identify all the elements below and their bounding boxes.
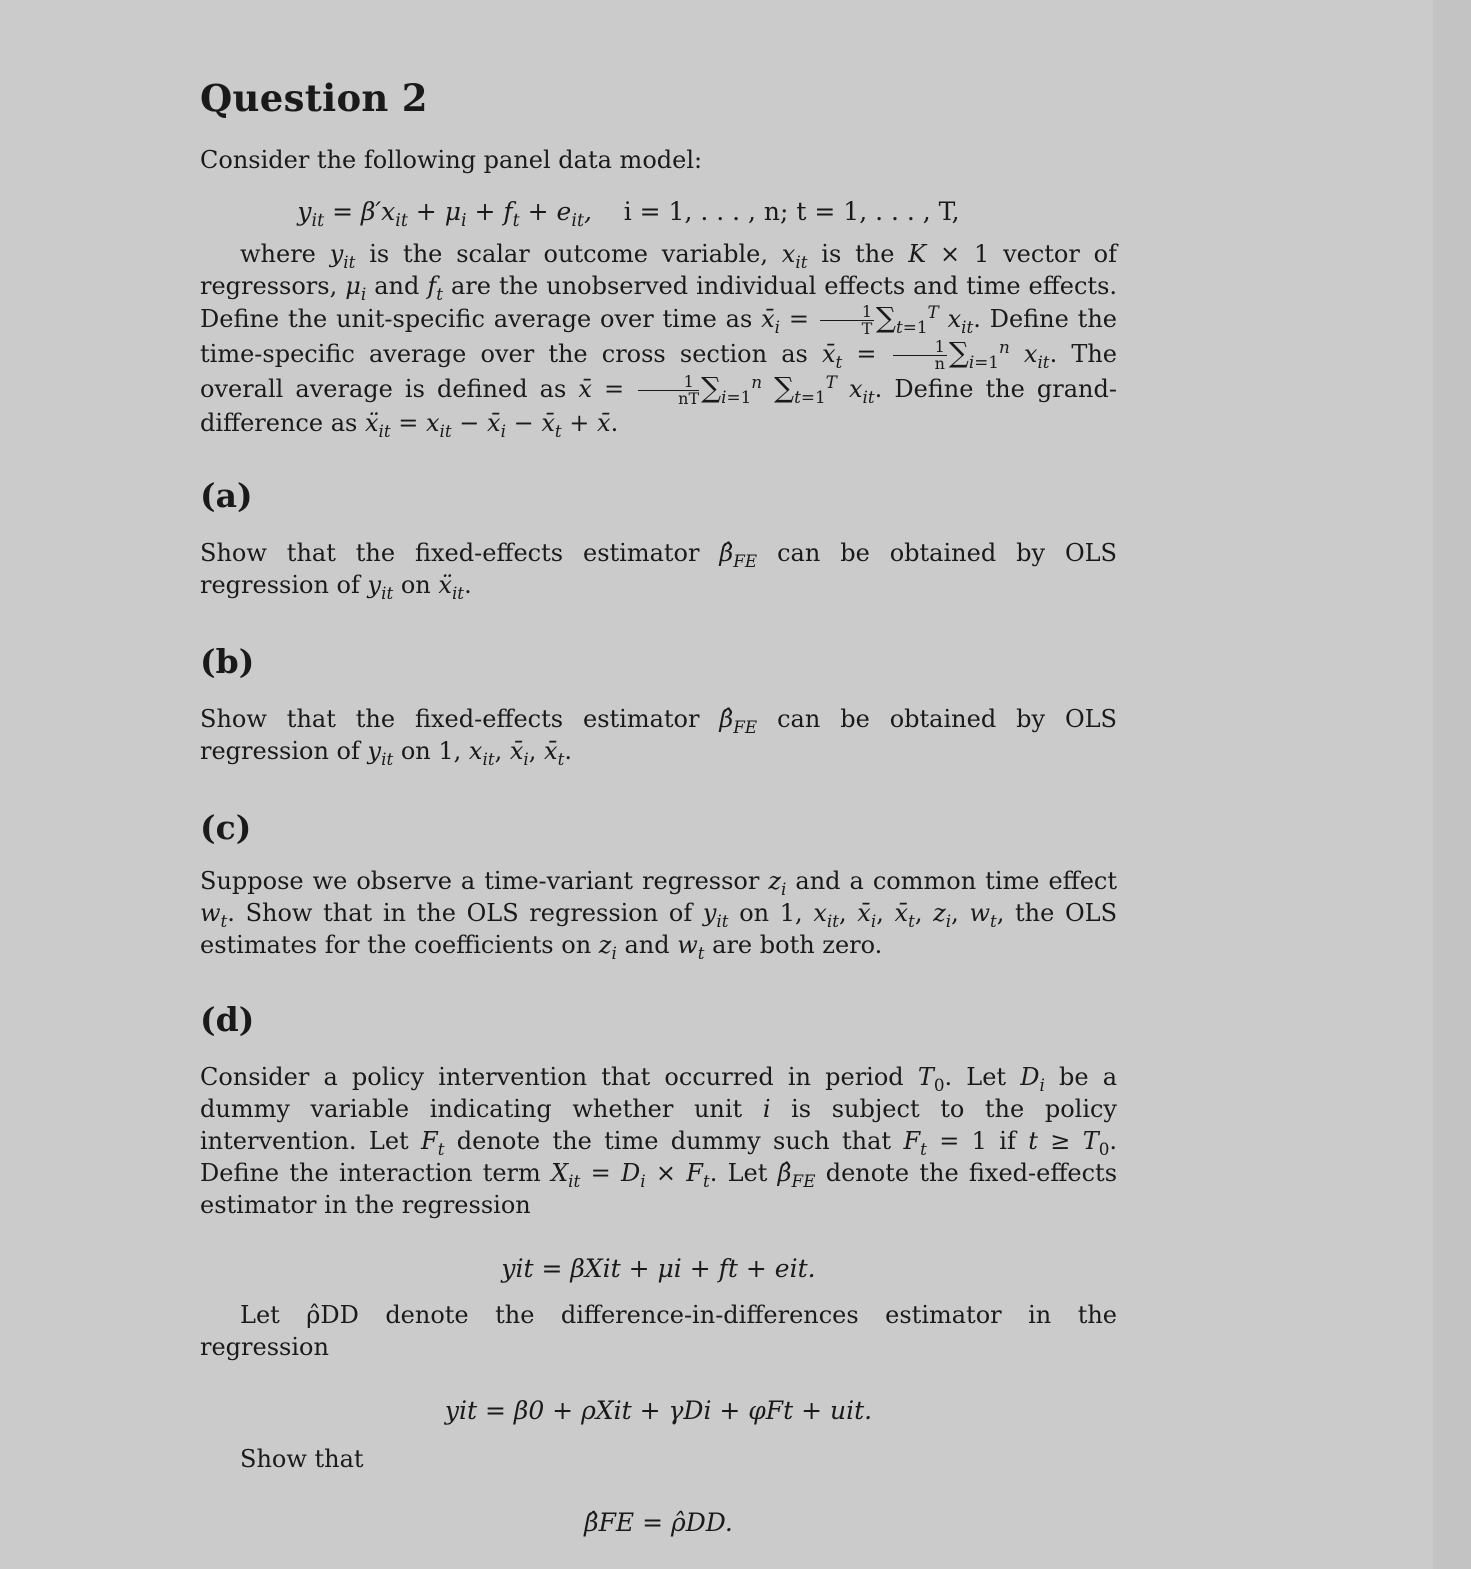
part-c-label: (c) <box>200 808 252 847</box>
part-c-text: Suppose we observe a time-variant regressor $z_i$ and a common time effect $w_t$. Show that in the OLS regression of $y_{it}$ on 1, $x_{it}$, $x̄_i$, $x̄_t$, $z_i$, $w_t$, the OLS estimates for the coefficients on $z_i$ and $w_t$ are both zero. <box>200 867 1118 963</box>
part-a <box>200 475 1117 601</box>
dd-text: Let ρ̂DD denote the difference-in-differences estimator in the regression <box>200 1301 1117 1361</box>
question-title: Question 2 <box>200 76 428 120</box>
part-a-label: (a) <box>200 476 253 515</box>
definitions-paragraph: where $y_{it}$ is the scalar outcome variable, $x_{it}$ is the K × 1 vector of regressors, $\mu_i$ and $f_t$ are the unobserved individual effects and time effects. Define the unit-specific average over time as $x̄_i$ = $\frac{1}{T}$ $\sum_{t=1}^T$ $x_{it}$. Define the time-specific average over the cross section as $x̄_t$ = $\frac{1}{n}$ $\sum_{i=1}^n$ $x_{it}$. The overall average is defined as x̄ = $\frac{1}{nT}$ $\sum_{i=1}^n$ $\sum_{t=1}^T$ $x_{it}$. Define the grand-difference as ẍ$_{it}$ = $x_{it}$ − $x̄_i$ − $x̄_t$ + x̄. <box>200 240 1118 441</box>
part-d-text: Consider a policy intervention that occurred in period $T_0$. Let $D_i$ be a dummy variable indicating whether unit i is subject to the policy intervention. Let $F_t$ denote the time dummy such that $F_t = 1$ if $t \ge T_0$. Define the interaction term $X_{it} = D_i \times F_t$. Let $\betâ_{FE}$ denote the fixed-effects estimator in the regression <box>200 1063 1118 1219</box>
part-d <box>200 999 1117 1541</box>
part-b <box>200 641 1117 767</box>
part-d-label: (d) <box>200 1000 255 1039</box>
part-c <box>200 807 1117 961</box>
intro-text: Consider the following panel data model: <box>200 146 703 174</box>
final-equation: β̂FE = ρ̂DD. <box>584 1508 733 1537</box>
page-edge-shadow <box>1433 0 1471 1569</box>
part-b-text: Show that the fixed-effects estimator $\betâ_{FE}$ can be obtained by OLS regression of $y_{it}$ on 1, $x_{it}$, $x̄_i$, $x̄_t$. <box>200 705 1118 769</box>
part-b-label: (b) <box>200 642 255 681</box>
document-page <box>200 72 1117 1541</box>
show-that-text: Show that <box>240 1445 364 1473</box>
fe-equation: yit = βXit + μi + ft + eit. <box>501 1254 816 1283</box>
dd-equation: yit = β0 + ρXit + γDi + φFt + uit. <box>444 1396 873 1425</box>
part-a-text: Show that the fixed-effects estimator $\betâ_{FE}$ can be obtained by OLS regression of $y_{it}$ on ẍ$_{it}$. <box>200 539 1118 603</box>
model-equation: $y_{it} = \beta'x_{it} + \mu_i + f_t + e_{it}$, i = 1, . . . , n; t = 1, . . . , T, <box>297 197 960 231</box>
